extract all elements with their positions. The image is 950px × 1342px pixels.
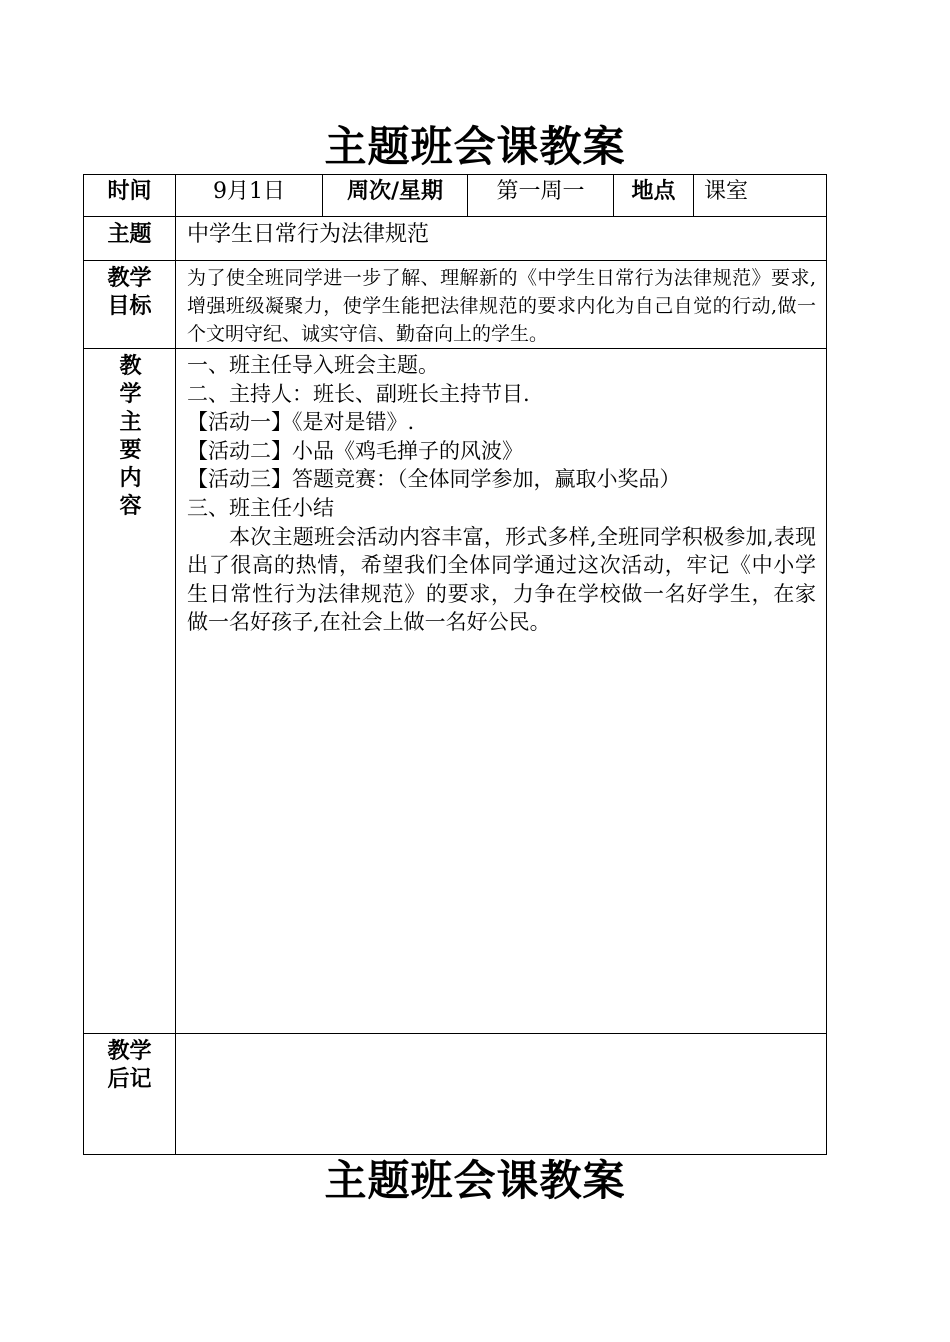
time-value: 9月1日: [176, 175, 323, 217]
next-page-title: 主题班会课教案: [324, 1156, 626, 1205]
lesson-plan-table: [83, 174, 827, 1155]
page-title: 主题班会课教案: [324, 122, 626, 171]
content-line: 【活动三】答题竞赛：（全体同学参加，赢取小奖品）: [187, 467, 681, 492]
goal-label: 教学目标: [107, 266, 152, 319]
notes-value: [176, 1034, 827, 1155]
summary-paragraph: 本次主题班会活动内容丰富，形式多样,全班同学积极参加,表现出了很高的热情，希望我们全体同学通过这次活动，牢记《中小学生日常性行为法律规范》的要求，力争在学校做一名好学生，在家做一名好孩子,在社会上做一名好公民。: [187, 524, 816, 635]
week-value: 第一周一: [468, 175, 614, 217]
content-line: 【活动二】小品《鸡毛掸子的风波》: [187, 438, 523, 463]
notes-label: 教学后记: [107, 1039, 152, 1092]
topic-value: 中学生日常行为法律规范: [176, 217, 827, 261]
place-label: 地点: [614, 175, 694, 217]
week-label: 周次/星期: [323, 175, 468, 217]
topic-label: 主题: [84, 217, 176, 261]
content-line: 【活动一】《是对是错》.: [187, 410, 415, 435]
content-row: [84, 349, 827, 1034]
time-label: 时间: [84, 175, 176, 217]
notes-row: [84, 1034, 827, 1155]
place-value: 课室: [694, 175, 827, 217]
content-label: 教学主要内容: [119, 354, 142, 519]
content-body: [176, 349, 826, 637]
goal-row: [84, 261, 827, 349]
topic-row: [84, 217, 827, 261]
info-row: [84, 175, 827, 217]
content-line: 一、班主任导入班会主题。: [187, 353, 439, 377]
content-line: 三、班主任小结: [187, 495, 334, 520]
content-line: 二、主持人：班长、副班长主持节目.: [187, 381, 530, 406]
goal-text: 为了使全班同学进一步了解、理解新的《中学生日常行为法律规范》要求,增强班级凝聚力，使学生能把法律规范的要求内化为自己自觉的行动,做一个文明守纪、诚实守信、勤奋向上的学生。: [187, 267, 816, 345]
